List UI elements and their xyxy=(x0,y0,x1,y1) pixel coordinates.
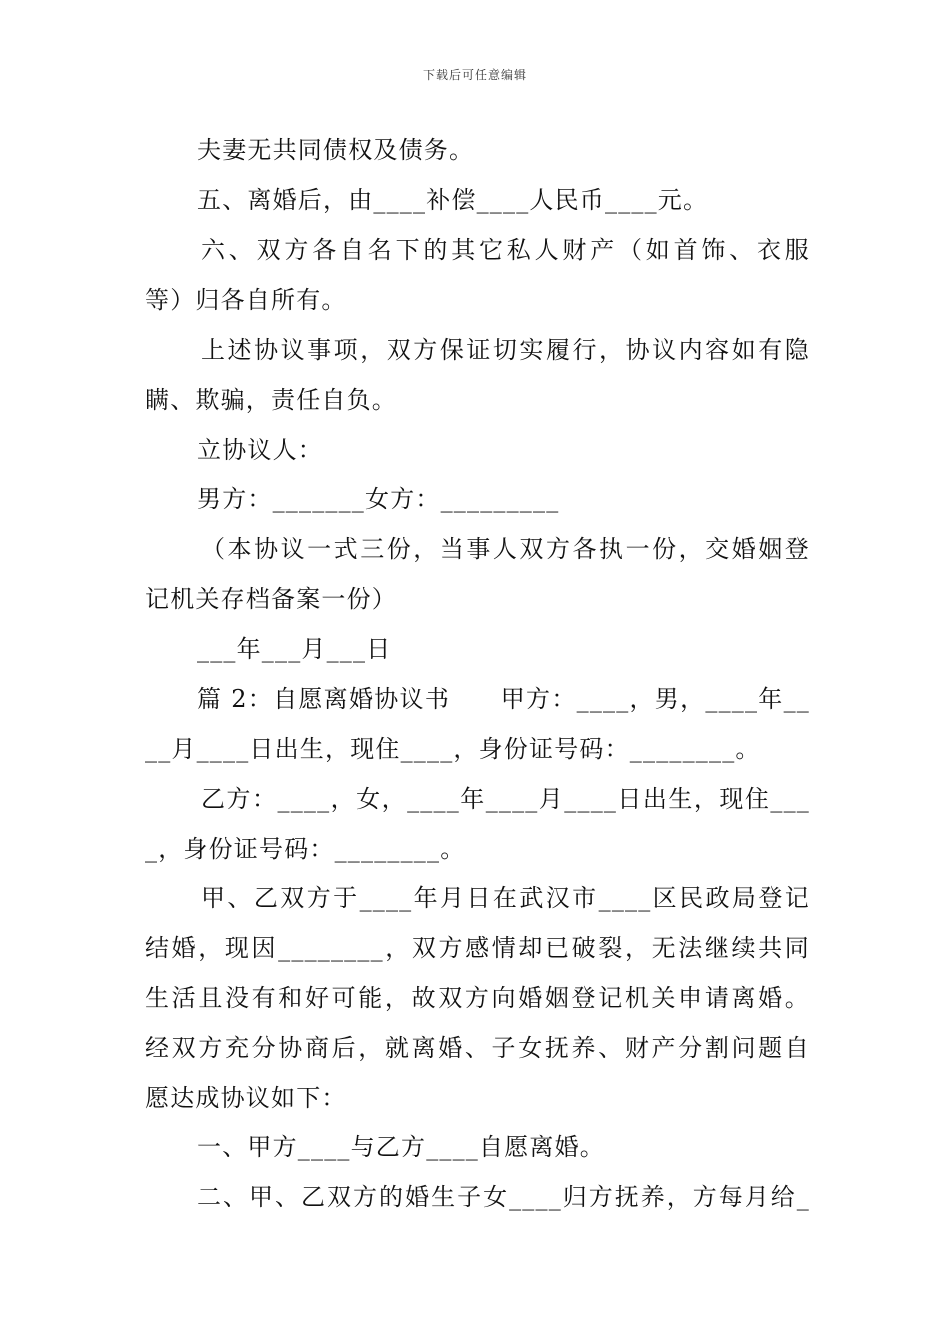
section-heading-line: 篇 2：自愿离婚协议书 甲方：____，男，____年__ xyxy=(197,685,810,713)
text-line: 瞒、欺骗，责任自负。 xyxy=(145,386,397,414)
text-line: （本协议一式三份，当事人双方各执一份，交婚姻登 xyxy=(201,535,810,563)
text-line: 记机关存档备案一份） xyxy=(145,585,397,613)
text-line: 二、甲、乙双方的婚生子女____归方抚养，方每月给_ xyxy=(197,1183,810,1211)
text-line: 上述协议事项，双方保证切实履行，协议内容如有隐 xyxy=(201,336,810,364)
date-line: ___年___月___日 xyxy=(197,635,392,663)
text-line: 立协议人： xyxy=(197,436,323,464)
text-line: 乙方：____，女，____年____月____日出生，现住___ xyxy=(201,785,810,813)
text-line: 六、双方各自名下的其它私人财产（如首饰、衣服 xyxy=(201,236,810,264)
text-line: 等）归各自所有。 xyxy=(145,286,347,314)
text-line: 愿达成协议如下： xyxy=(145,1084,347,1112)
text-line: _，身份证号码：________。 xyxy=(145,835,466,863)
text-line: __月____日出生，现住____，身份证号码：________。 xyxy=(145,735,761,763)
text-line: 生活且没有和好可能，故双方向婚姻登记机关申请离婚。 xyxy=(145,984,810,1012)
text-line: 五、离婚后，由____补偿____人民币____元。 xyxy=(197,186,709,214)
signature-line: 男方：_______女方：_________ xyxy=(197,485,560,513)
text-line: 经双方充分协商后，就离婚、子女抚养、财产分割问题自 xyxy=(145,1034,810,1062)
text-line: 夫妻无共同债权及债务。 xyxy=(197,136,475,164)
text-line: 一、甲方____与乙方____自愿离婚。 xyxy=(197,1133,605,1161)
header-note: 下载后可任意编辑 xyxy=(422,68,527,82)
text-line: 甲、乙双方于____年月日在武汉市____区民政局登记 xyxy=(201,884,810,912)
text-line: 结婚，现因________，双方感情却已破裂，无法继续共同 xyxy=(145,934,810,962)
